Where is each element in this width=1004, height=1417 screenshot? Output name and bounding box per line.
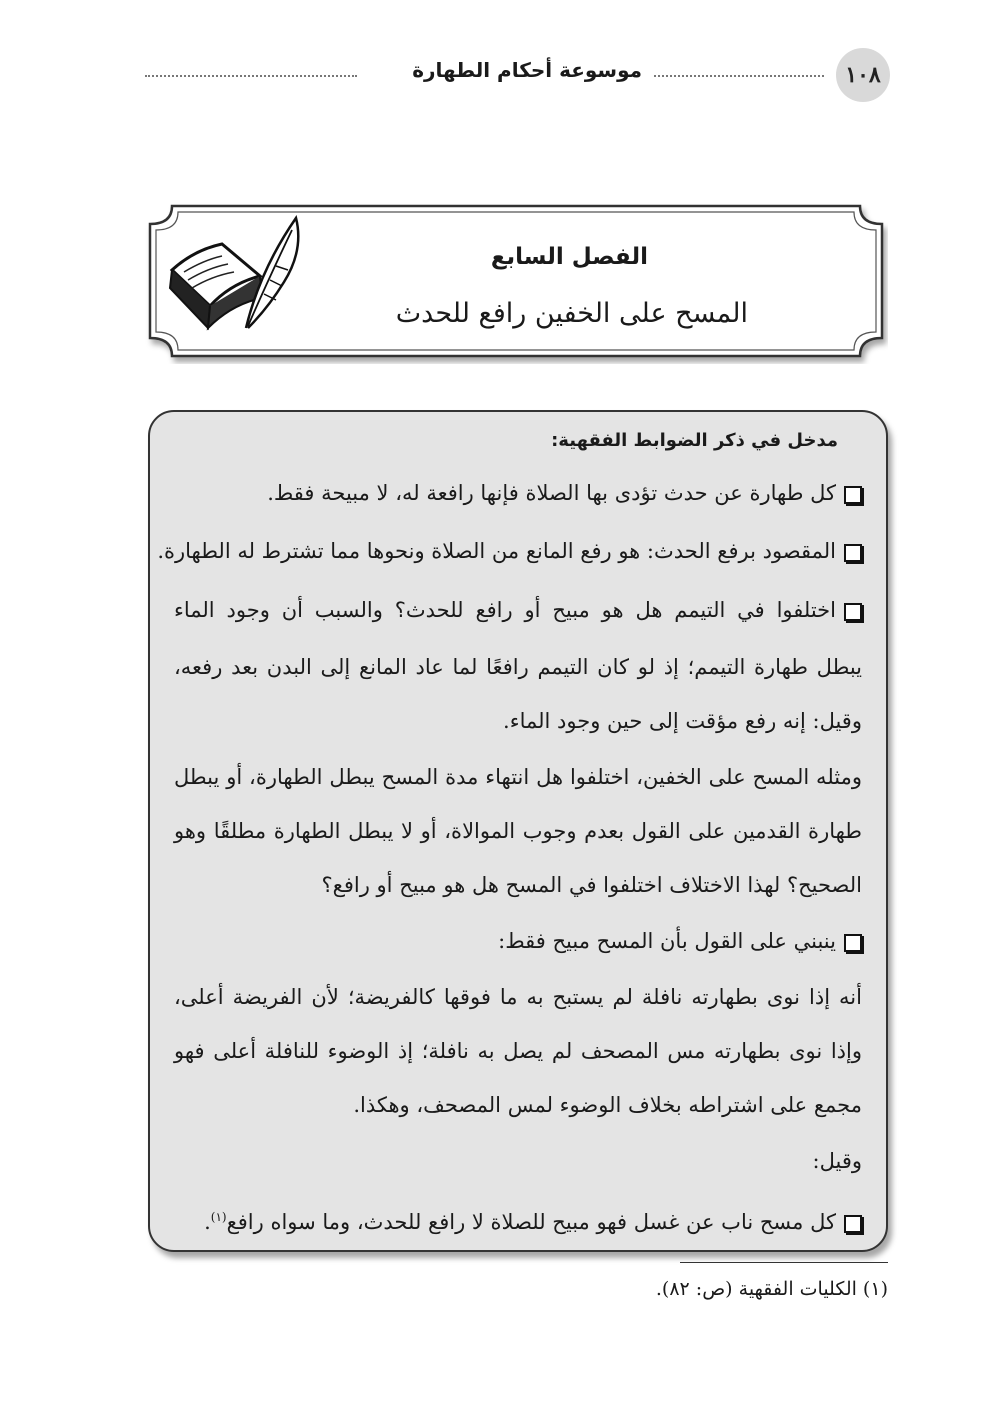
- header-dotted-rule: [654, 75, 824, 77]
- rule-line: اختلفوا في التيمم هل هو مبيح أو رافع للحدث؟ والسبب أن وجود الماء: [174, 595, 862, 625]
- footnote-ref[interactable]: (١): [210, 1210, 227, 1224]
- text-line: مجمع على اشتراطه بخلاف الوضوء لمس المصحف، وهكذا.: [353, 1093, 862, 1117]
- text-line: وإذا نوى بطهارته مس المصحف لم يصل به نافلة؛ إذ الوضوء للنافلة أعلى فهو: [174, 1039, 862, 1063]
- page-number: ١٠٨: [836, 48, 890, 102]
- text-line: أنه إذا نوى بطهارته نافلة لم يستبح به ما فوقها كالفريضة؛ لأن الفريضة أعلى،: [174, 985, 862, 1009]
- text-line: الصحيح؟ لهذا الاختلاف اختلفوا في المسح هل هو مبيح أو رافع؟: [321, 873, 862, 897]
- checkbox-bullet-icon: [844, 486, 862, 504]
- rule-line: كل طهارة عن حدث تؤدى بها الصلاة فإنها رافعة له، لا مبيحة فقط.: [174, 478, 862, 508]
- footnote-text: (١) الكليات الفقهية (ص: ٨٢).: [655, 1278, 888, 1300]
- book-quill-icon: [164, 210, 314, 340]
- running-title: موسوعة أحكام الطهارة: [412, 58, 642, 82]
- text-line: ومثله المسح على الخفين، اختلفوا هل انتهاء مدة المسح يبطل الطهارة، أو يبطل: [174, 765, 862, 789]
- intro-heading: مدخل في ذكر الضوابط الفقهية:: [551, 430, 838, 451]
- page-header: [145, 48, 890, 102]
- checkbox-bullet-icon: [844, 1215, 862, 1233]
- rule-line: ينبني على القول بأن المسح مبيح فقط:: [174, 926, 862, 956]
- rules-box: [148, 410, 888, 1252]
- text-line: وقيل:: [812, 1149, 862, 1173]
- text-line: طهارة القدمين على القول بعدم وجوب الموالاة، أو لا يبطل الطهارة مطلقًا وهو: [174, 819, 862, 843]
- chapter-label: الفصل السابع: [490, 244, 648, 270]
- chapter-title: المسح على الخفين رافع للحدث: [395, 298, 748, 329]
- checkbox-bullet-icon: [844, 934, 862, 952]
- rule-line: المقصود برفع الحدث: هو رفع المانع من الصلاة ونحوها مما تشترط له الطهارة.: [174, 536, 862, 566]
- text-line: وقيل: إنه رفع مؤقت إلى حين وجود الماء.: [503, 709, 862, 733]
- chapter-banner: [144, 200, 888, 364]
- text-line: يبطل طهارة التيمم؛ إذ لو كان التيمم رافعًا لما عاد المانع إلى البدن بعد رفعه،: [174, 655, 862, 679]
- header-dotted-rule: [145, 75, 357, 77]
- checkbox-bullet-icon: [844, 603, 862, 621]
- checkbox-bullet-icon: [844, 544, 862, 562]
- rule-line: كل مسح ناب عن غسل فهو مبيح للصلاة لا رافع للحدث، وما سواه رافع$^{(١)}$.: [174, 1202, 862, 1237]
- footnote-rule: [680, 1262, 888, 1263]
